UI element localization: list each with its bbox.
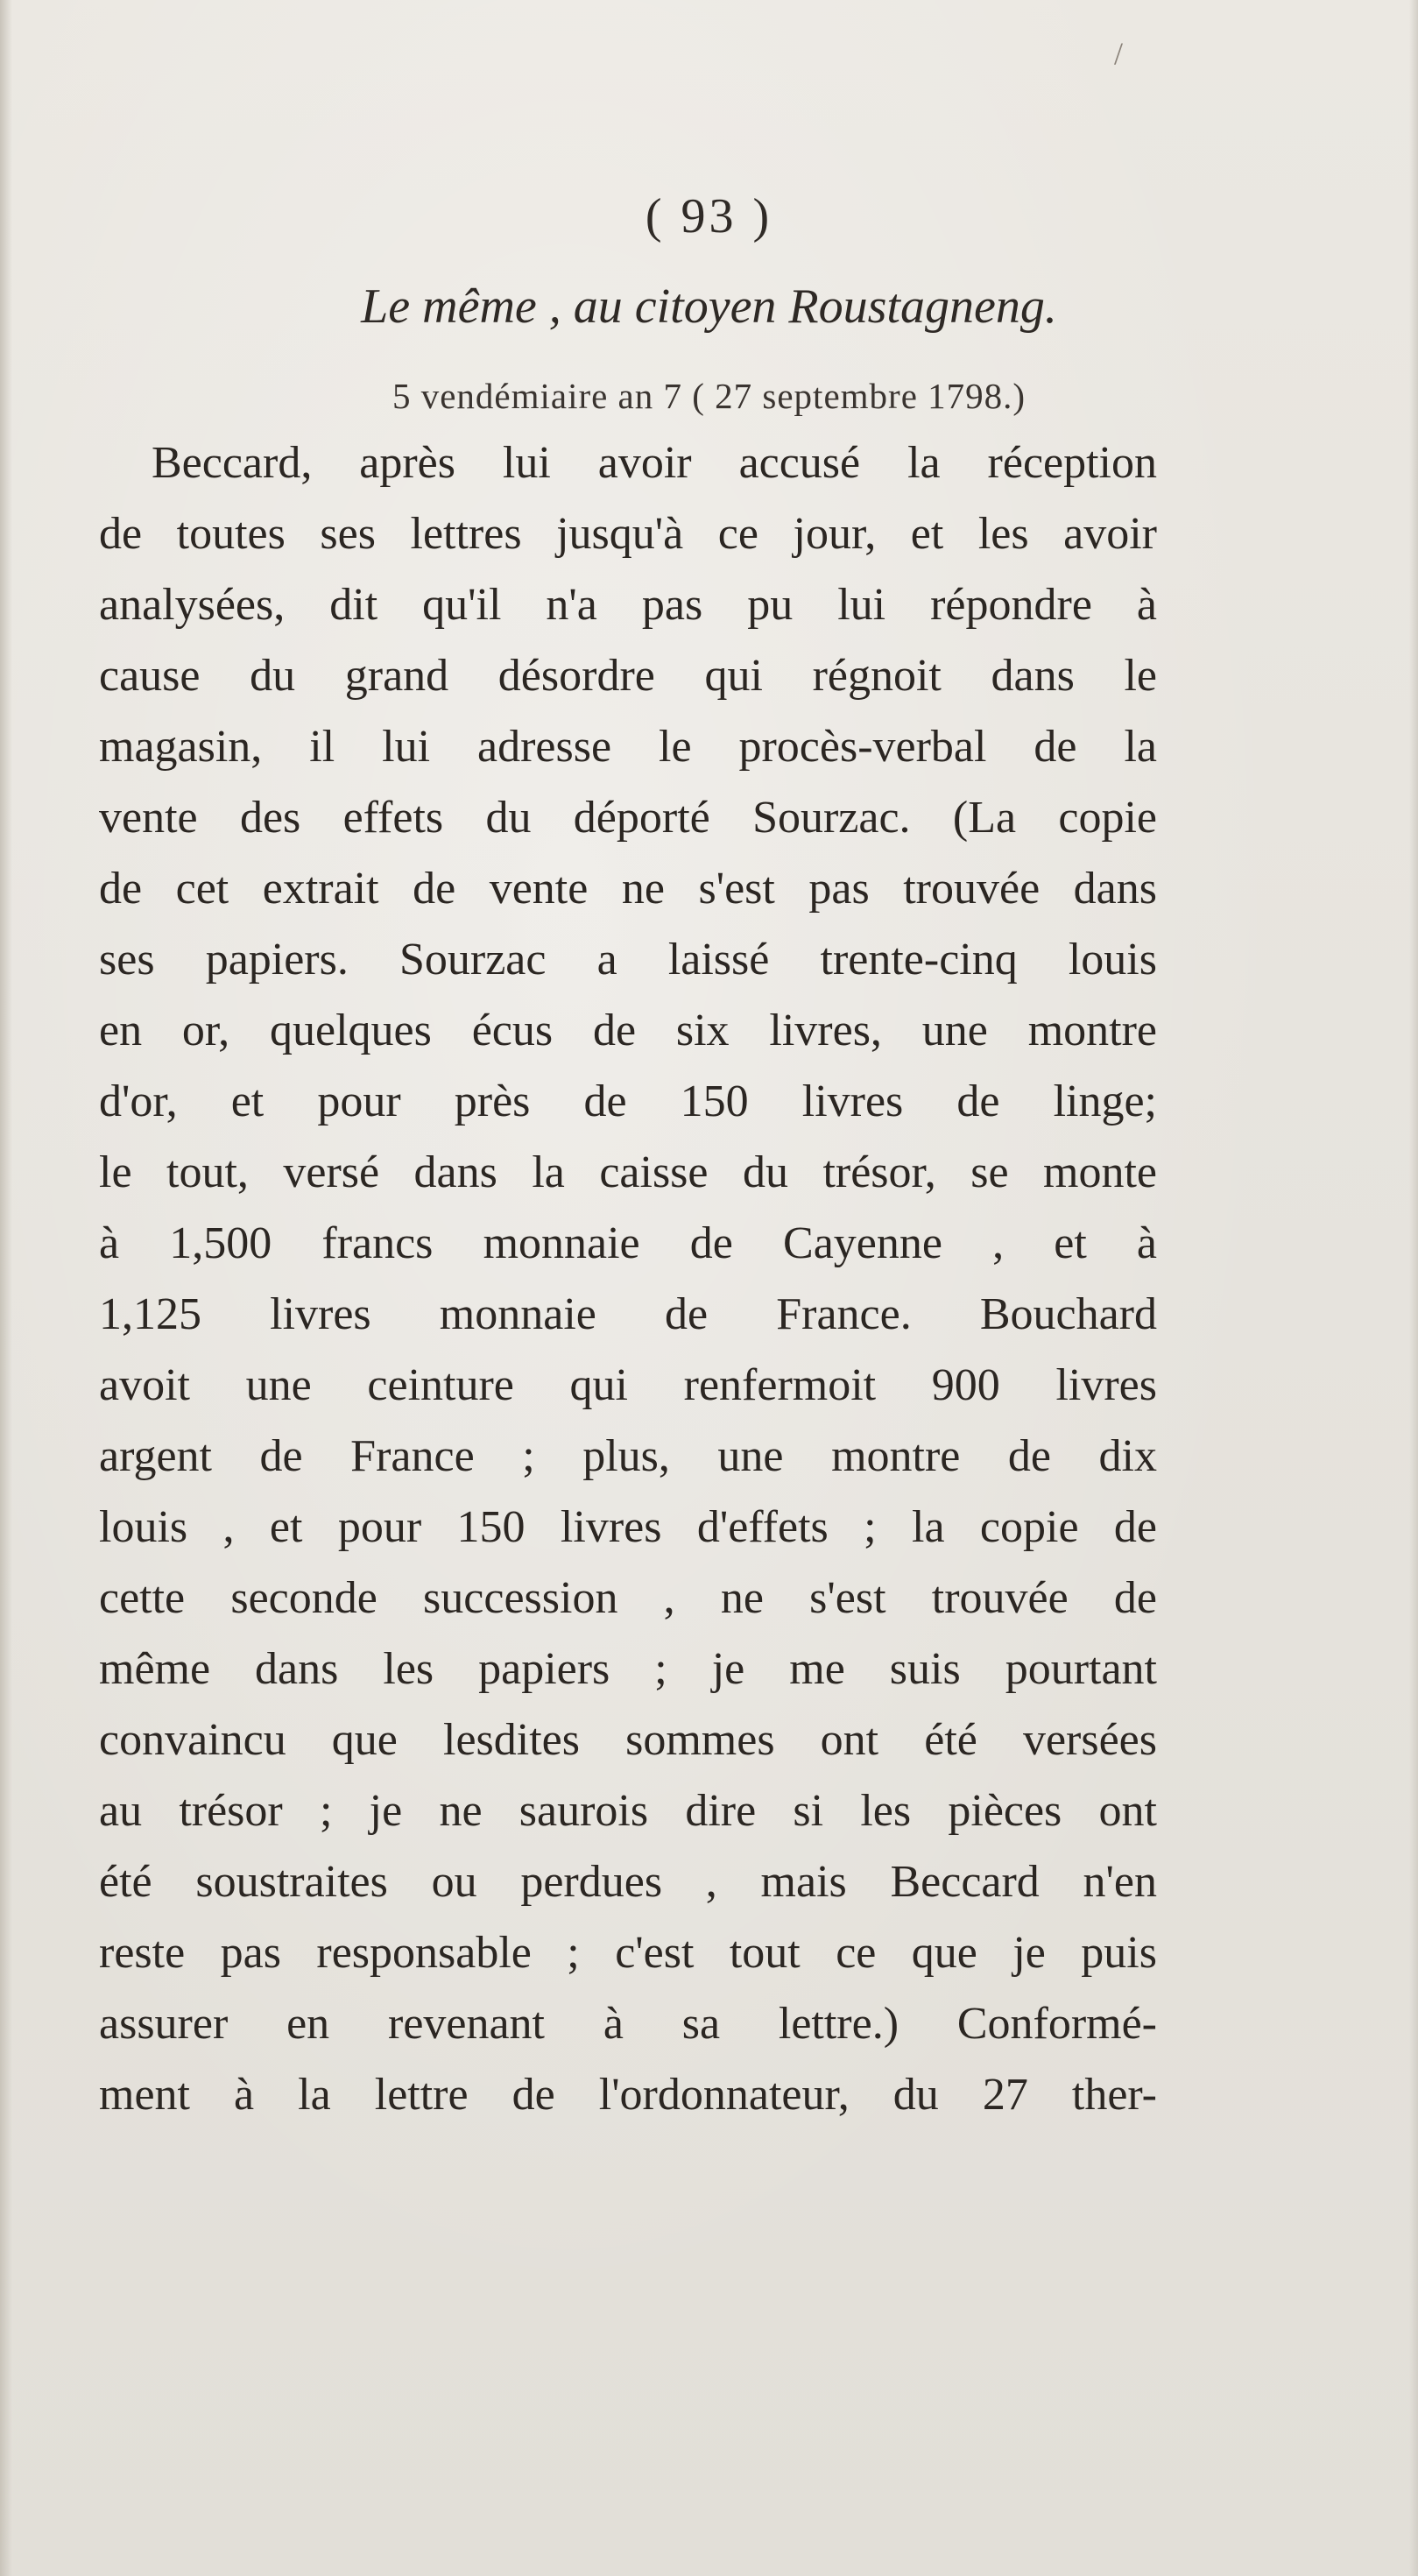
text-line: vente des effets du déporté Sourzac. (La copie [99, 793, 1157, 843]
margin-mark: / [1114, 36, 1124, 71]
text-line: au trésor ; je ne saurois dire si les pièces ont [99, 1786, 1157, 1836]
text-line: louis , et pour 150 livres d'effets ; la copie de [99, 1502, 1157, 1552]
text-line: été soustraites ou perdues , mais Beccard n'en [99, 1857, 1157, 1907]
text-line: Beccard, après lui avoir accusé la réception [152, 438, 1157, 488]
text-line: analysées, dit qu'il n'a pas pu lui répondre à [99, 580, 1157, 630]
text-line: convaincu que lesdites sommes ont été versées [99, 1715, 1157, 1765]
text-line: 1,125 livres monnaie de France. Bouchard [99, 1289, 1157, 1339]
letter-heading: Le même , au citoyen Roustagneng. [361, 279, 1057, 334]
text-line: avoit une ceinture qui renfermoit 900 livres [99, 1360, 1157, 1410]
text-line: ses papiers. Sourzac a laissé trente-cinq louis [99, 935, 1157, 985]
text-line: ment à la lettre de l'ordonnateur, du 27 ther- [99, 2070, 1157, 2120]
text-line: de cet extrait de vente ne s'est pas trouvée dans [99, 864, 1157, 914]
text-line: assurer en revenant à sa lettre.) Conformé- [99, 1999, 1157, 2049]
text-line: d'or, et pour près de 150 livres de linge; [99, 1076, 1157, 1126]
text-line: de toutes ses lettres jusqu'à ce jour, et les avoir [99, 509, 1157, 559]
text-line: reste pas responsable ; c'est tout ce que je puis [99, 1928, 1157, 1978]
text-line: cause du grand désordre qui régnoit dans le [99, 651, 1157, 701]
text-line: cette seconde succession , ne s'est trouvée de [99, 1573, 1157, 1623]
text-line: magasin, il lui adresse le procès-verbal de la [99, 722, 1157, 772]
letter-body [99, 427, 1157, 2130]
text-line: le tout, versé dans la caisse du trésor, se monte [99, 1147, 1157, 1197]
text-line: à 1,500 francs monnaie de Cayenne , et à [99, 1218, 1157, 1268]
text-line: argent de France ; plus, une montre de dix [99, 1431, 1157, 1481]
page-number: ( 93 ) [645, 189, 773, 243]
text-line: en or, quelques écus de six livres, une montre [99, 1006, 1157, 1055]
letter-dateline: 5 vendémiaire an 7 ( 27 septembre 1798.) [392, 376, 1026, 416]
text-line: même dans les papiers ; je me suis pourtant [99, 1644, 1157, 1694]
